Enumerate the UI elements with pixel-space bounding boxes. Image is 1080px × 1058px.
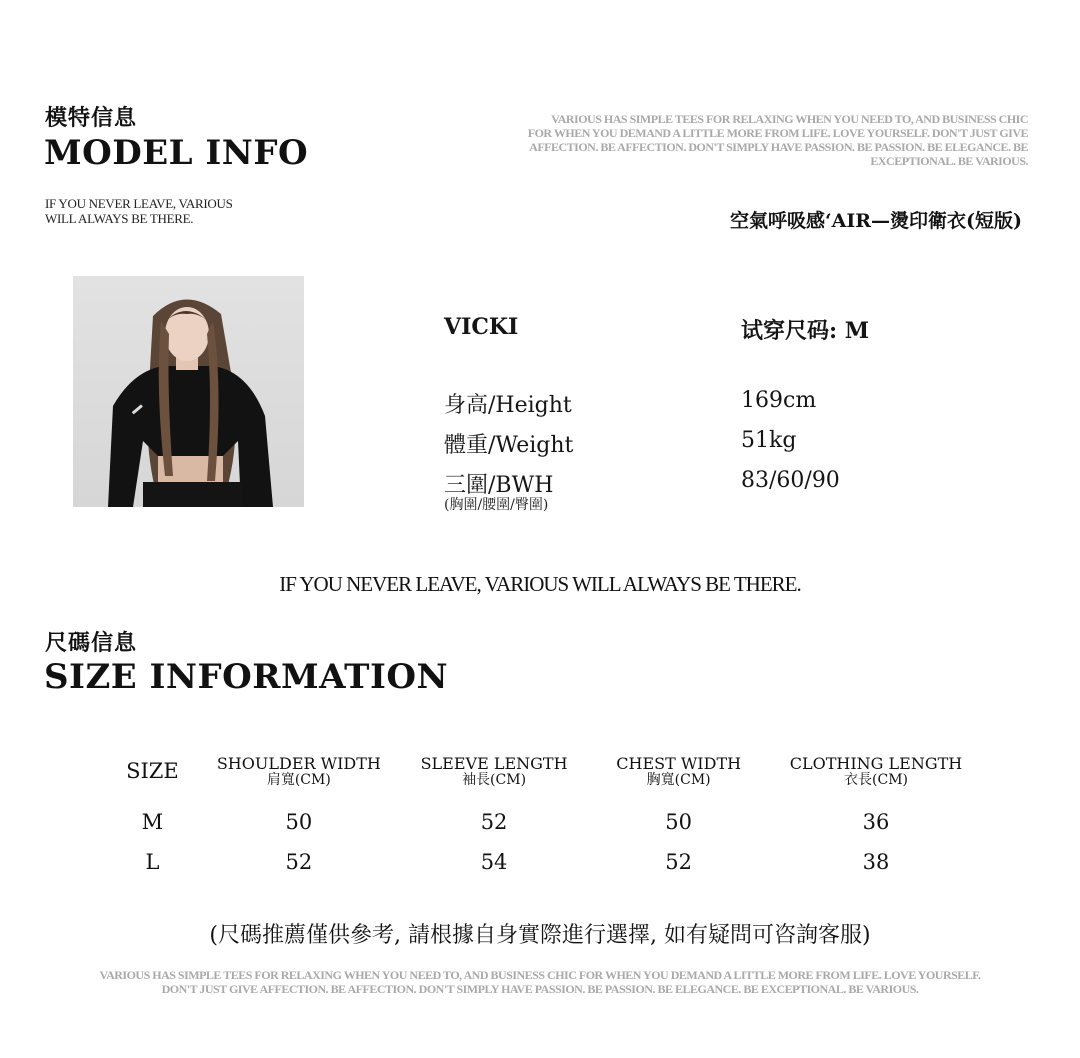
footer-line: DON'T JUST GIVE AFFECTION. BE AFFECTION. DON'T SIMPLY HAVE PASSION. BE PASSION. BE ELEGANCE. BE EXCEPTIONAL. BE VARIOUS.	[161, 982, 919, 996]
model-name: VICKI	[444, 314, 519, 340]
table-cell: 36	[862, 810, 890, 834]
table-cell: 52	[480, 810, 508, 834]
bwh-note: (胸圍/腰圍/臀圍)	[444, 497, 549, 513]
table-row	[110, 842, 980, 882]
brand-text-line: EXCEPTIONAL. BE VARIOUS.	[870, 154, 1028, 168]
table-cell: 38	[862, 850, 890, 874]
table-row	[110, 802, 980, 842]
bwh-label: 三圍/BWH	[444, 473, 554, 498]
table-cell: 54	[480, 850, 508, 874]
table-cell: 52	[665, 850, 693, 874]
product-name: 空氣呼吸感‘AIR—燙印衛衣(短版)	[729, 210, 1022, 232]
slogan-left	[45, 196, 233, 226]
table-cell: 50	[285, 810, 313, 834]
brand-text-block	[528, 112, 1028, 168]
model-info-title: MODEL INFO	[44, 133, 309, 173]
brand-text-line: FOR WHEN YOU DEMAND A LITTLE MORE FROM LIFE. LOVE YOURSELF. DON'T JUST GIVE	[527, 126, 1028, 140]
weight-label: 體重/Weight	[444, 433, 574, 458]
bwh-value: 83/60/90	[741, 468, 840, 493]
footer-line: VARIOUS HAS SIMPLE TEES FOR RELAXING WHEN YOU NEED TO, AND BUSINESS CHIC FOR WHEN YOU DEMAND A LITTLE MORE FROM LIFE. LOVE YOURSELF.	[99, 968, 981, 982]
header-chest-width: CHEST WIDTH 胸寬(CM)	[616, 753, 742, 788]
footer-text	[0, 968, 1080, 996]
header-sleeve-length: SLEEVE LENGTH 袖長(CM)	[420, 753, 568, 788]
size-info-title-cn: 尺碼信息	[45, 630, 138, 656]
table-cell: M	[141, 810, 164, 834]
height-label: 身高/Height	[444, 393, 572, 418]
fit-size: 试穿尺码: M	[741, 318, 870, 344]
model-info-title-cn: 模特信息	[45, 105, 138, 131]
tagline: IF YOU NEVER LEAVE, VARIOUS WILL ALWAYS BE THERE.	[279, 572, 801, 596]
size-note: (尺碼推薦僅供參考, 請根據自身實際進行選擇, 如有疑問可咨詢客服)	[209, 923, 871, 948]
model-photo	[73, 276, 304, 507]
size-info-title: SIZE INFORMATION	[44, 657, 449, 697]
header-clothing-length: CLOTHING LENGTH 衣長(CM)	[789, 753, 963, 788]
table-cell: 52	[285, 850, 313, 874]
brand-text-line: VARIOUS HAS SIMPLE TEES FOR RELAXING WHEN YOU NEED TO, AND BUSINESS CHIC	[551, 112, 1028, 126]
model-photo-illustration	[73, 276, 304, 507]
header-size: SIZE	[126, 759, 179, 783]
slogan-line: IF YOU NEVER LEAVE, VARIOUS	[45, 196, 233, 211]
height-value: 169cm	[741, 388, 817, 413]
table-cell: 50	[665, 810, 693, 834]
brand-text-line: AFFECTION. BE AFFECTION. DON'T SIMPLY HAVE PASSION. BE PASSION. BE ELEGANCE. BE	[529, 140, 1028, 154]
size-table	[110, 740, 980, 882]
header-shoulder-width: SHOULDER WIDTH 肩寬(CM)	[216, 753, 381, 788]
size-table-header-row	[110, 740, 980, 802]
weight-value: 51kg	[741, 428, 797, 453]
slogan-line: WILL ALWAYS BE THERE.	[45, 211, 194, 226]
table-cell: L	[145, 850, 160, 874]
